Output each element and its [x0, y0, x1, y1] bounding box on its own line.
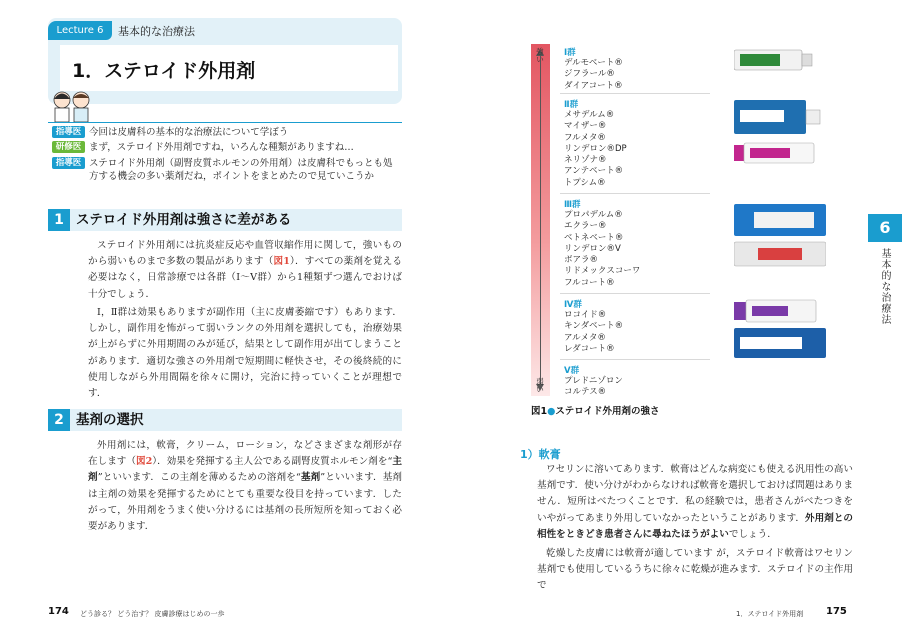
drug-name: リンデロン®DP [564, 143, 627, 154]
role-badge: 指導医 [52, 157, 85, 169]
figure-1-ref: 図1 [273, 256, 290, 268]
doctor-avatars-icon [50, 88, 94, 122]
drug-list [564, 110, 627, 189]
drug-name: リンデロン®V [564, 243, 621, 254]
group-label: Ⅲ群 [564, 200, 581, 210]
drug-name: コルテス® [564, 387, 607, 398]
section-1-paragraph-2: Ⅰ，Ⅱ群は効果もありますが副作用（主に皮膚萎縮です）もあります．しかし，副作用を怖がって弱いランクの外用剤を選択しても，治療効果が上がらずに外用期間のみが延び，結果として副作用が出てしまうことがあります．適切な強さの外用剤で短期間に軽快させ，その後終続的に使用しながら外用間隔を徐々に開け，完治に持っていくことが理想です． [88, 307, 402, 400]
group-label: Ⅴ群 [564, 366, 580, 376]
boara-tube [734, 240, 826, 268]
rinderon-v-tube [734, 204, 826, 236]
drug-list [564, 310, 623, 355]
lecture-tag: Lecture 6 [48, 21, 112, 40]
drug-name: フルコート® [564, 277, 615, 288]
section-2-number: 2 [48, 409, 70, 431]
drug-name: キンダベート® [564, 321, 624, 332]
drug-name: マイザー® [564, 121, 607, 132]
role-badge: 研修医 [52, 141, 85, 153]
drug-name: デルモベート® [564, 58, 623, 68]
group-label: Ⅰ群 [564, 48, 576, 58]
section-2-paragraph: 外用剤には，軟膏，クリーム，ローション，などさまざまな剤形が存在します（図2）．効果を発揮する主人公である副腎皮質ホルモン剤を“主剤”といいます．この主剤を薄めるための溶剤を“基剤”といいます．基剤は主剤の効果を発揮するためにとても重要な役目を持っています．したがって，外用剤をうまく使い分けるには基剤の長所短所を知っておく必要があります． [88, 440, 403, 533]
figure-2-ref: 図2 [136, 456, 153, 468]
drug-name: エクラー® [564, 221, 607, 232]
page-number-right: 175 [826, 606, 847, 617]
group-divider [560, 193, 710, 194]
running-title-left: どう診る？ どう治す？ 皮膚診療はじめの一歩 [80, 610, 225, 618]
drug-list [564, 376, 623, 399]
drug-name: ネリゾナ® [564, 155, 607, 166]
axis-label-strong: 強い [536, 47, 544, 64]
section-1-paragraph-1: ステロイド外用剤には抗炎症反応や血管収縮作用に関して，強いものから弱いものまで多数の製品があります（図1）．すべての薬剤を覚える必要はなく，日常診療では各群（Ⅰ～Ⅴ群）から1種類ずつ選んでおけば十分でしょう． [88, 240, 402, 300]
axis-label-weak: 弱い [536, 377, 544, 394]
dialogue-row [52, 141, 402, 154]
dialogue-text: 今回は皮膚科の基本的な治療法について学ぼう [89, 127, 289, 138]
dialogue-text: ステロイド外用剤（副腎皮質ホルモンの外用剤）は皮膚科でもっとも処方する機会の多い薬剤だね，ポイントをまとめたので見ていこうか [89, 158, 393, 182]
section-1-number: 1 [48, 209, 70, 231]
drug-name: トプシム® [564, 177, 606, 188]
subsection-paragraph-2: 乾燥した皮膚には軟膏が適しています が，ステロイド軟膏はワセリン基剤でも使用しているうちに徐々に乾燥が進みます．ステロイドの主作用で [537, 548, 853, 592]
drug-name: リドメックスコーワ [564, 266, 641, 277]
subsection-paragraph-1: ワセリンに溶いてあります．軟膏はどんな病変にも使える汎用性の高い基剤です．使い分けがわからなければ軟膏を選択しておけば問題はありません．短所はべたつくことです．私の経験では，患者さんがべたつきをいやがってあまり外用していなかったということがあります．外用剤との相性をときどき患者さんに尋ねたほうがよいでしょう． [537, 464, 854, 540]
locoid-tube [734, 298, 824, 324]
drug-name: プレドニゾロン [564, 376, 623, 386]
section-1-title: ステロイド外用剤は強さに差がある [76, 212, 292, 228]
drug-name: ロコイド® [564, 310, 607, 320]
dialogue-row [52, 157, 402, 183]
drug-name: レダコート® [564, 343, 615, 354]
kindavate-tube [734, 328, 826, 358]
group-divider [560, 293, 710, 294]
drug-list [564, 210, 640, 289]
figure-caption: 図1●ステロイド外用剤の強さ [531, 406, 660, 417]
page-number-left: 174 [48, 606, 69, 617]
group-label: Ⅱ群 [564, 100, 579, 110]
role-badge: 指導医 [52, 126, 85, 138]
drug-name: プロパデルム® [564, 210, 623, 220]
chapter-tab-label: 基本的な治療法 [879, 248, 890, 325]
chapter-tab: 6 [868, 214, 902, 242]
group-divider [560, 359, 710, 360]
dialogue-text: まず，ステロイド外用剤ですね，いろんな種類がありますね… [89, 142, 354, 153]
page-title: 1．ステロイド外用剤 [72, 60, 256, 82]
drug-name: ボアラ® [564, 255, 599, 266]
subsection-title: 1）軟膏 [520, 448, 561, 461]
drug-name: アンテベート® [564, 166, 624, 177]
group-divider [560, 93, 710, 94]
dermovate-tube [734, 46, 814, 74]
group-label: Ⅳ群 [564, 300, 582, 310]
drug-name: メサデルム® [564, 110, 615, 120]
dialogue-row [52, 126, 402, 139]
drug-list [564, 58, 623, 92]
drug-name: ベトネベート® [564, 232, 624, 243]
lecture-subtitle: 基本的な治療法 [118, 25, 195, 38]
drug-name: ダイアコート® [564, 80, 623, 91]
drug-name: アルメタ® [564, 332, 606, 343]
dialogue-divider [48, 122, 402, 123]
running-title-right: 1．ステロイド外用剤 [736, 610, 804, 618]
antebate-tube [734, 141, 824, 165]
drug-name: フルメタ® [564, 132, 606, 143]
strength-axis [540, 55, 541, 387]
section-2-title: 基剤の選択 [76, 412, 144, 428]
myser-tube [734, 100, 824, 134]
drug-name: ジフラール® [564, 69, 615, 80]
